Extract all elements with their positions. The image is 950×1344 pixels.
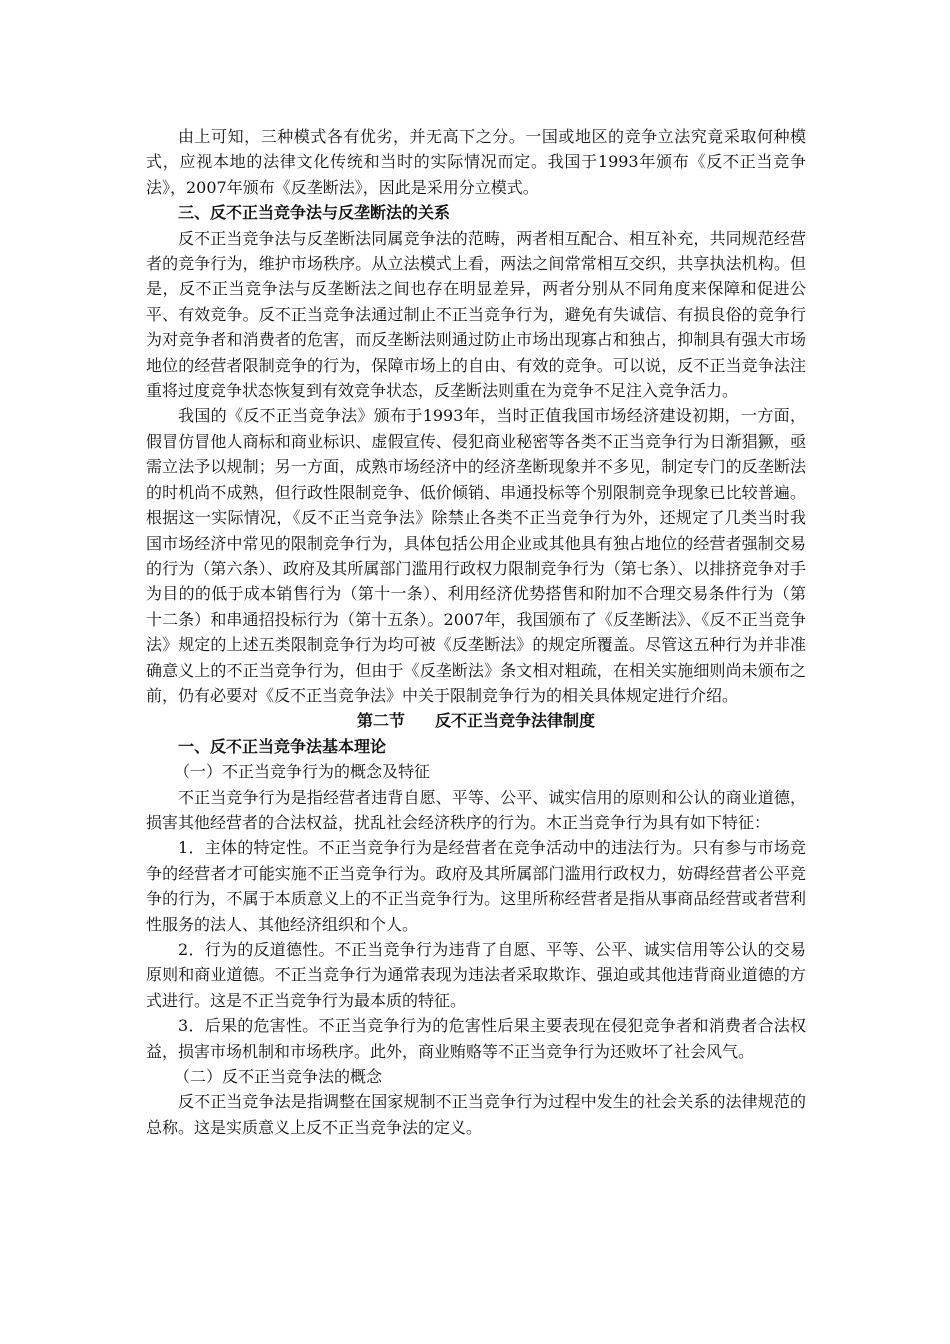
paragraph-feature-3: 3．后果的危害性。不正当竞争行为的危害性后果主要表现在侵犯竞争者和消费者合法权益，损害市场机制和市场秩序。此外，商业贿赂等不正当竞争行为还败坏了社会风气。 [146,1016,806,1061]
section-name: 反不正当竞争法律制度 [435,711,596,731]
heading-relationship: 三、反不正当竞争法与反垄断法的关系 [178,203,451,223]
paragraph-history: 我国的《反不正当竞争法》颁布于1993年，当时正值我国市场经济建设初期，一方面，假冒仿冒他人商标和商业标识、虚假宣传、侵犯商业秘密等各类不正当竞争行为日渐猖獗，亟需立法予以规制；另一方面，成熟市场经济中的经济垄断现象并不多见，制定专门的反垄断法的时机尚不成熟，但行政性限制竞争、低价倾销、串通投标等个别限制竞争现象已比较普遍。根据这一实际情况，《反不正当竞争法》除禁止各类不正当竞争行为外，还规定了几类当时我国市场经济中常见的限制竞争行为，具体包括公用企业或其他具有独占地位的经营者强制交易的行为（第六条）、政府及其所属部门滥用行政权力限制竞争行为（第七条）、以排挤竞争对手为目的的低于成本销售行为（第十一条）、利用经济优势搭售和附加不合理交易条件行为（第十二条）和串通招投标行为（第十五条）。2007年，我国颁布了《反垄断法》、《反不正当竞争法》规定的上述五类限制竞争行为均可被《反垄断法》的规定所覆盖。尽管这五种行为并非准确意义上的不正当竞争行为，但由于《反垄断法》条文相对粗疏，在相关实施细则尚未颁布之前，仍有必要对《反不正当竞争法》中关于限制竞争行为的相关具体规定进行介绍。 [146,406,806,705]
paragraph-conclusion-models: 由上可知，三种模式各有优劣，并无高下之分。一国或地区的竞争立法究竟采取何种模式，应视本地的法律文化传统和当时的实际情况而定。我国于1993年颁布《反不正当竞争法》，2007年颁布《反垄断法》，因此是采用分立模式。 [146,127,806,197]
section-title [146,708,806,733]
subheading-concept-features: （一）不正当竞争行为的概念及特征 [174,762,431,782]
section-label: 第二节 [356,711,405,731]
paragraph-feature-1: 1．主体的特定性。不正当竞争行为是经营者在竞争活动中的违法行为。只有参与市场竞争的经营者才可能实施不正当竞争行为。政府及其所属部门滥用行政权力，妨碍经营者公平竞争的行为，不属于本质意义上的不正当竞争行为。这里所称经营者是指从事商品经营或者营利性服务的法人、其他经济组织和个人。 [146,838,806,934]
document-page [146,124,806,1140]
subheading-law-concept: （二）反不正当竞争法的概念 [174,1067,383,1087]
paragraph-feature-2: 2．行为的反道德性。不正当竞争行为违背了自愿、平等、公平、诚实信用等公认的交易原则和商业道德。不正当竞争行为通常表现为违法者采取欺诈、强迫或其他违背商业道德的方式进行。这是不正当竞争行为最本质的特征。 [146,940,806,1010]
paragraph-law-definition: 反不正当竞争法是指调整在国家规制不正当竞争行为过程中发生的社会关系的法律规范的总称。这是实质意义上反不正当竞争法的定义。 [146,1092,806,1137]
paragraph-relationship: 反不正当竞争法与反垄断法同属竞争法的范畴，两者相互配合、相互补充，共同规范经营者的竞争行为，维护市场秩序。从立法模式上看，两法之间常常相互交织，共享执法机构。但是，反不正当竞争法与反垄断法之间也存在明显差异，两者分别从不同角度来保障和促进公平、有效竞争。反不正当竞争法通过制止不正当竞争行为，避免有失诚信、有损良俗的竞争行为对竞争者和消费者的危害，而反垄断法则通过防止市场出现寡占和独占，抑制具有强大市场地位的经营者限制竞争的行为，保障市场上的自由、有效的竞争。可以说，反不正当竞争法注重将过度竞争状态恢复到有效竞争状态，反垄断法则重在为竞争不足注入竞争活力。 [146,228,806,401]
heading-basic-theory: 一、反不正当竞争法基本理论 [178,736,387,756]
paragraph-definition: 不正当竞争行为是指经营者违背自愿、平等、公平、诚实信用的原则和公认的商业道德，损害其他经营者的合法权益，扰乱社会经济秩序的行为。木正当竞争行为具有如下特征： [146,787,806,832]
